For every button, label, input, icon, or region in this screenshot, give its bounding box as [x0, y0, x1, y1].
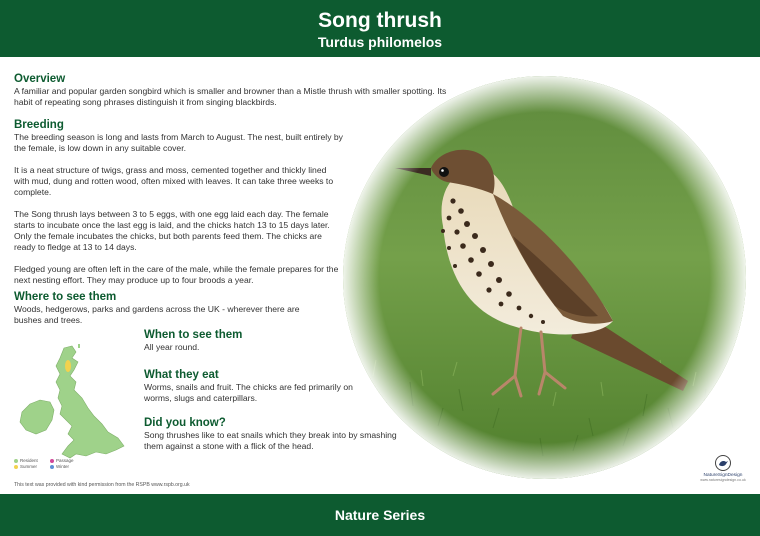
winter-swatch	[50, 465, 54, 469]
breeding-paragraph: The breeding season is long and lasts from March to August. The nest, built entirely by the female, is low down in any suitable cover.	[14, 132, 343, 153]
logo-url: www.naturesigndesign.co.uk	[700, 478, 746, 482]
breeding-heading: Breeding	[14, 119, 64, 131]
breeding-paragraph: It is a neat structure of twigs, grass and moss, cemented together and thickly lined with mud, dung and rotten wood, often mixed with leaves. It can take three weeks to complete.	[14, 165, 334, 197]
where-text: Woods, hedgerows, parks and gardens across the UK - wherever there are bushes and trees.	[14, 304, 300, 325]
source-credit: This text was provided with kind permission from the RSPB www.rspb.org.uk	[14, 482, 190, 488]
header-banner	[0, 0, 760, 57]
logo-mark	[716, 456, 730, 470]
when-heading: When to see them	[144, 329, 243, 341]
passage-swatch	[50, 459, 54, 463]
map-graphic	[12, 342, 132, 474]
publisher-logo	[697, 455, 749, 482]
map-legend	[14, 458, 94, 470]
logo-name: NatureSignDesign	[703, 473, 743, 478]
fact-section	[144, 416, 404, 452]
breeding-section	[14, 118, 344, 286]
fact-heading: Did you know?	[144, 417, 226, 429]
legend-item	[14, 464, 50, 470]
where-section	[14, 290, 324, 326]
diet-heading: What they eat	[144, 369, 219, 381]
uk-distribution-map	[12, 342, 132, 474]
legend-label: Resident	[20, 458, 38, 463]
page-title: Song thrush	[318, 9, 442, 32]
legend-label: Summer	[20, 464, 38, 469]
breeding-paragraph: Fledged young are often left in the care of the male, while the female prepares for the next nesting effort. They may produce up to four broods a year.	[14, 264, 339, 285]
breeding-paragraph: The Song thrush lays between 3 to 5 eggs, with one egg laid each day. The female starts to incubate once the last egg is laid, and the chicks hatch 13 to 15 days later. Only the female incubates the chicks, but both parents feed them. The chicks are ready to fledge at 13 to 14 days.	[14, 209, 330, 252]
legend-label: Winter	[56, 464, 70, 469]
diet-section	[144, 368, 364, 404]
legend-item	[50, 464, 86, 470]
overview-section	[14, 72, 454, 108]
series-label: Nature Series	[334, 507, 426, 523]
when-text: All year round.	[144, 342, 200, 352]
where-heading: Where to see them	[14, 291, 117, 303]
scientific-name: Turdus philomelos	[317, 34, 443, 50]
overview-heading: Overview	[14, 73, 66, 85]
when-section	[144, 328, 354, 353]
resident-swatch	[14, 459, 18, 463]
bird-icon	[715, 455, 731, 471]
summer-swatch	[14, 465, 18, 469]
footer-banner	[0, 494, 760, 536]
fact-text: Song thrushes like to eat snails which they break into by smashing them against a stone with a flick of the head.	[144, 430, 397, 451]
legend-label: Passage	[56, 458, 74, 463]
overview-text: A familiar and popular garden songbird which is smaller and browner than a Mistle thrush with smaller spotting. Its habit of repeating song phrases distinguish it from singing blackbirds.	[14, 86, 447, 107]
diet-text: Worms, snails and fruit. The chicks are fed primarily on worms, slugs and caterpillars.	[144, 382, 353, 403]
